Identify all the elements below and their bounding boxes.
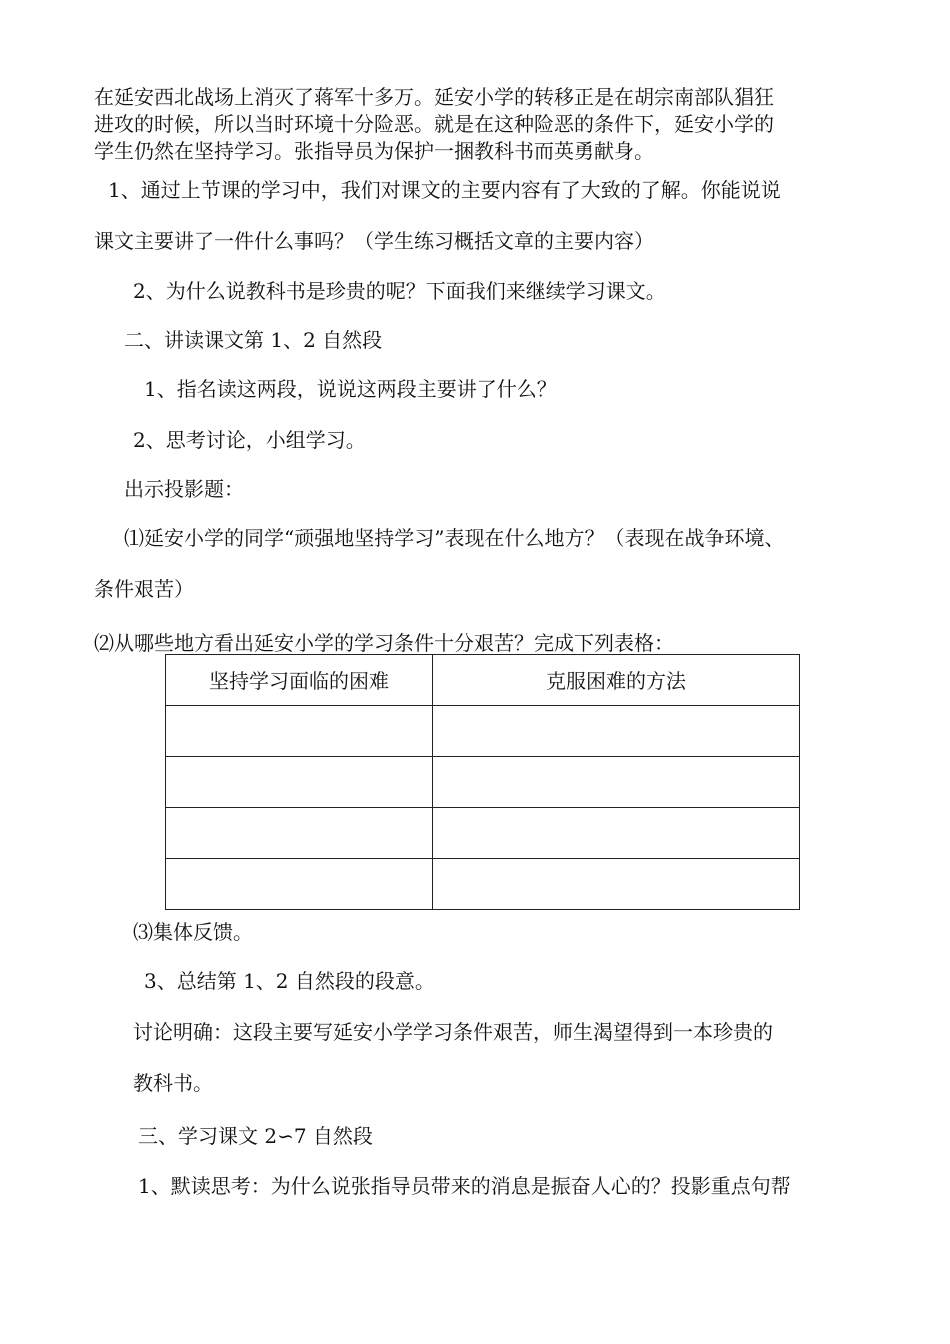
- paragraph-line: 在延安西北战场上消灭了蒋军十多万。延安小学的转移正是在胡宗南部队猖狂: [94, 85, 774, 109]
- table-cell: [433, 706, 800, 757]
- paragraph-line: 2、思考讨论，小组学习。: [133, 428, 366, 452]
- table-cell: [166, 757, 433, 808]
- paragraph-line: 出示投影题：: [124, 477, 244, 501]
- table-row: [166, 757, 800, 808]
- table-header-cell: 坚持学习面临的困难: [166, 655, 433, 706]
- table-cell: [166, 706, 433, 757]
- table-row: [166, 808, 800, 859]
- section-heading: 三、学习课文 2∽7 自然段: [138, 1124, 373, 1148]
- paragraph-line: 2、为什么说教科书是珍贵的呢？下面我们来继续学习课文。: [133, 279, 666, 303]
- table-cell: [433, 757, 800, 808]
- paragraph-line: 教科书。: [133, 1071, 213, 1095]
- table-row: [166, 706, 800, 757]
- table-row: [166, 859, 800, 910]
- paragraph-line: 1、默读思考：为什么说张指导员带来的消息是振奋人心的？投影重点句帮: [138, 1174, 791, 1198]
- table-cell: [166, 808, 433, 859]
- paragraph-line: 学生仍然在坚持学习。张指导员为保护一捆教科书而英勇献身。: [94, 139, 654, 163]
- paragraph-line: 1、通过上节课的学习中，我们对课文的主要内容有了大致的了解。你能说说: [108, 178, 781, 202]
- table-cell: [433, 859, 800, 910]
- question-line: 条件艰苦）: [94, 577, 194, 601]
- question-line: ⑵从哪些地方看出延安小学的学习条件十分艰苦？完成下列表格：: [94, 631, 674, 655]
- paragraph-line: 进攻的时候，所以当时环境十分险恶。就是在这种险恶的条件下，延安小学的: [94, 112, 774, 136]
- section-heading: 二、讲读课文第 1、2 自然段: [124, 328, 383, 352]
- table-cell: [433, 808, 800, 859]
- paragraph-line: 课文主要讲了一件什么事吗？（学生练习概括文章的主要内容）: [94, 229, 654, 253]
- question-line: ⑴延安小学的同学“顽强地坚持学习”表现在什么地方？（表现在战争环境、: [124, 526, 785, 550]
- question-line: ⑶集体反馈。: [133, 920, 253, 944]
- table-cell: [166, 859, 433, 910]
- paragraph-line: 3、总结第 1、2 自然段的段意。: [144, 969, 435, 993]
- table-header-cell: 克服困难的方法: [433, 655, 800, 706]
- difficulty-table: [165, 654, 800, 910]
- table-header-row: [166, 655, 800, 706]
- paragraph-line: 1、指名读这两段，说说这两段主要讲了什么？: [144, 377, 557, 401]
- paragraph-line: 讨论明确：这段主要写延安小学学习条件艰苦，师生渴望得到一本珍贵的: [133, 1020, 773, 1044]
